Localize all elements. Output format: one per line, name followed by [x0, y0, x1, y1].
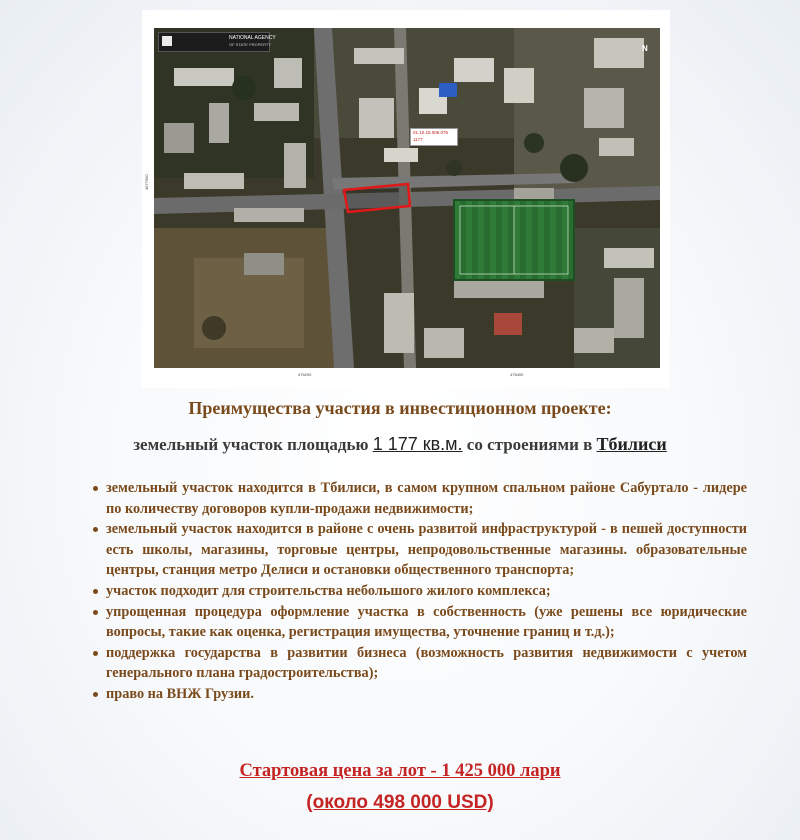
cadastral-map-frame: [142, 10, 670, 388]
plot-area-highlight: 1 177 кв.м.: [372, 434, 463, 454]
list-item: земельный участок находится в Тбилиси, в самом крупном спальном районе Сабуртало - лидере по количеству договоров купли-продажи недвижимости;: [92, 478, 747, 519]
north-arrow-icon: N: [642, 44, 648, 53]
map-x-tick-right: 475400: [510, 372, 524, 377]
map-y-coordinate: 4677600: [144, 174, 149, 190]
price-usd: (около 498 000 USD): [306, 792, 494, 813]
city-highlight: Тбилиси: [596, 434, 667, 454]
plot-subheading: [0, 434, 800, 455]
parcel-area: 1177: [413, 137, 423, 142]
agency-sub-text: OF STATE PROPERTY: [229, 42, 272, 47]
benefits-heading: Преимущества участия в инвестиционном проекте:: [188, 398, 612, 418]
subheading-middle: со строениями в: [466, 435, 593, 454]
aerial-map-image: [154, 28, 660, 368]
starting-price: Стартовая цена за лот - 1 425 000 лари: [239, 761, 561, 781]
list-item: земельный участок находится в районе с очень развитой инфраструктурой - в пешей доступности есть школы, магазины, торговые центры, непродовольственные магазины. образовательные центры, станция метро Делиси и остановки общественного транспорта;: [92, 519, 747, 581]
subheading-prefix: земельный участок площадью: [133, 435, 369, 454]
agency-name-text: NATIONAL AGENCY: [229, 35, 276, 41]
list-item: участок подходит для строительства небольшого жилого комплекса;: [92, 581, 747, 602]
list-item: поддержка государства в развитии бизнеса (возможность развития недвижимости с учетом генерального плана градостроительства);: [92, 643, 747, 684]
map-x-tick-left: 475200: [298, 372, 312, 377]
benefits-list: [92, 478, 747, 705]
parcel-code: 01.10.15.006.076: [413, 130, 449, 135]
agency-emblem-icon: [162, 36, 172, 46]
list-item: право на ВНЖ Грузии.: [92, 684, 747, 705]
aerial-photo-svg: [154, 28, 660, 368]
parcel-label: [410, 128, 458, 146]
agency-logo: [158, 32, 276, 52]
list-item: упрощенная процедура оформление участка в собственность (уже решены все юридические вопросы, такие как оценка, регистрация имущества, уточнение границ и т.д.);: [92, 602, 747, 643]
